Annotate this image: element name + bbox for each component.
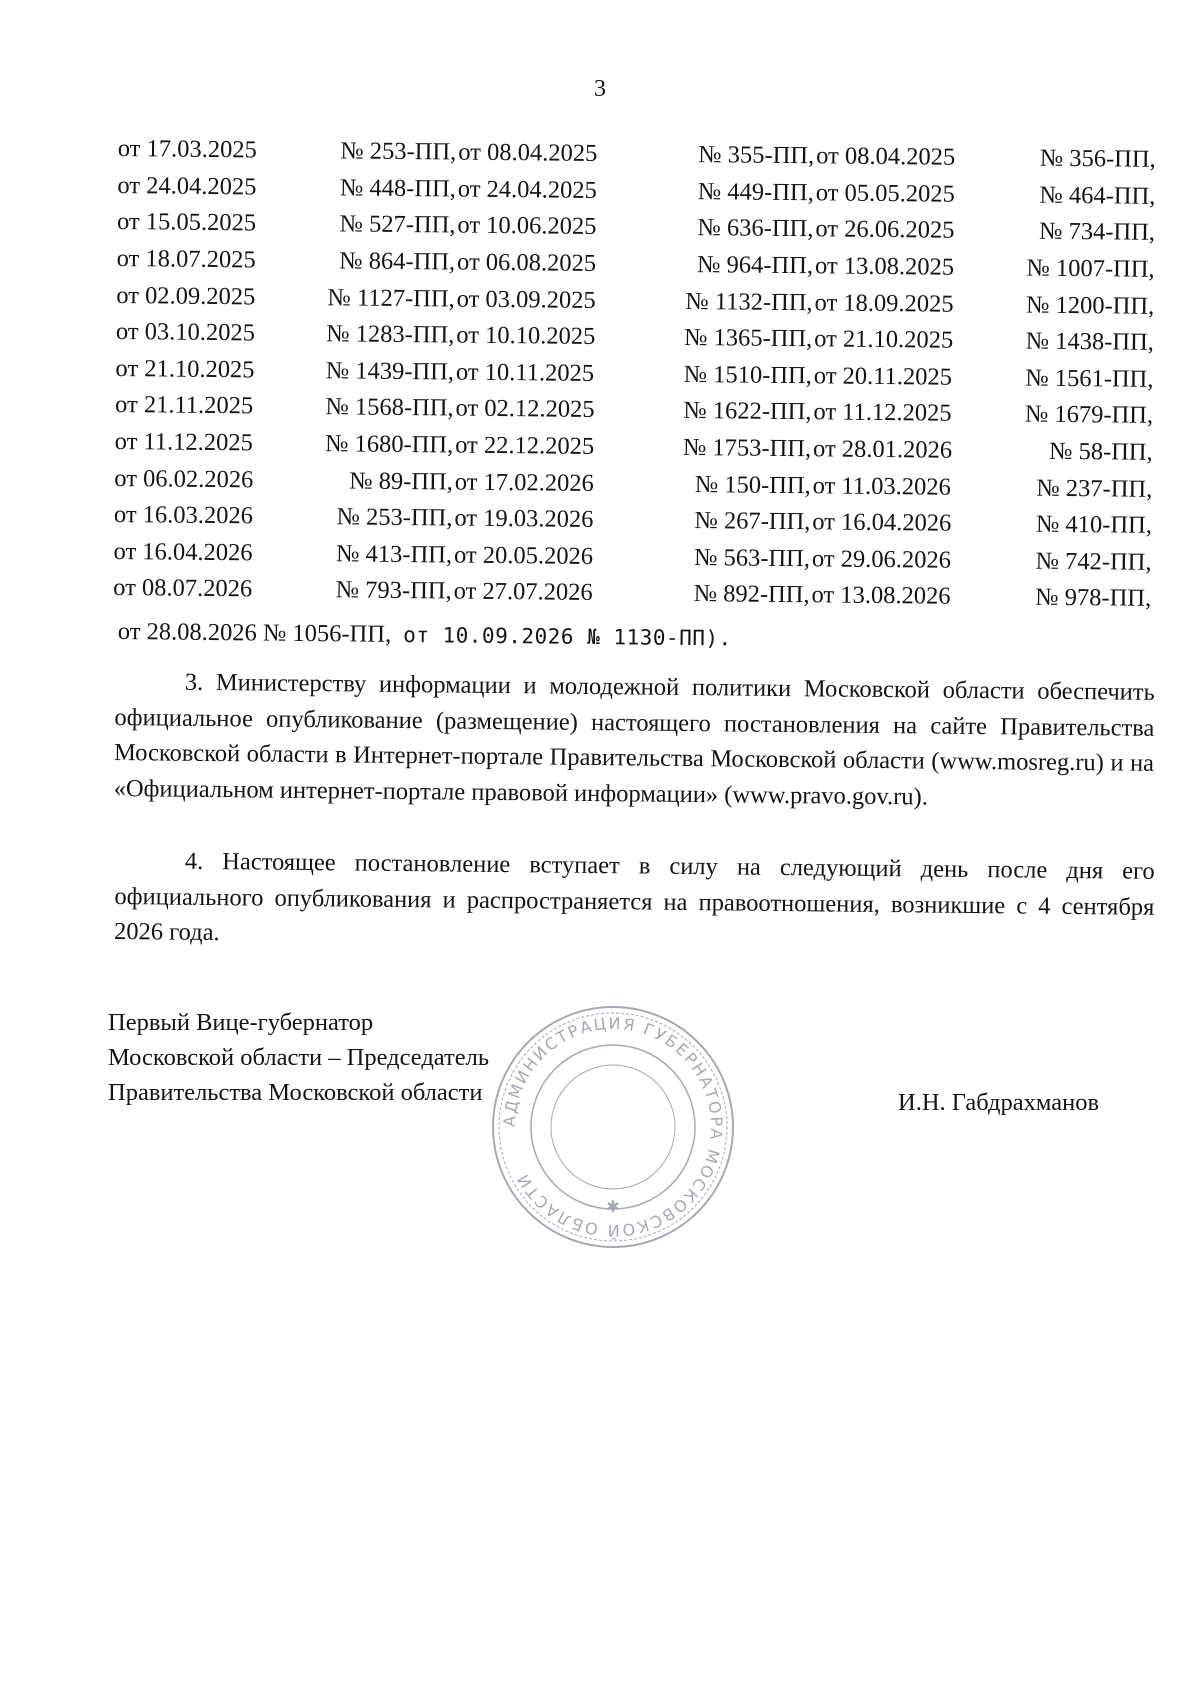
reference-date: от 21.10.2025	[814, 325, 954, 355]
reference-number: № 355-ПП,	[698, 141, 815, 170]
last-line-printed: от 28.08.2026 № 1056-ПП,	[117, 618, 392, 648]
reference-number: № 413-ПП,	[335, 540, 453, 569]
signatory-title-line-3: Правительства Московской области	[108, 1079, 483, 1106]
reference-number: № 636-ПП,	[697, 214, 814, 243]
reference-number: № 892-ПП,	[693, 580, 810, 609]
paragraph-4: 4. Настоящее постановление вступает в силу на следующий день после дня его официального опубликования и распространяется на правоотношения, возникшие с 4 сентября 2026 года.	[113, 847, 1155, 947]
reference-date: от 15.05.2025	[116, 208, 257, 237]
reference-number: № 563-ПП,	[693, 543, 811, 573]
reference-number: № 89-ПП,	[349, 467, 453, 496]
reference-date: от 13.08.2025	[814, 252, 955, 281]
reference-date: от 02.12.2025	[455, 395, 595, 424]
reference-date: от 08.04.2025	[458, 138, 598, 168]
reference-number: № 1439-ПП,	[325, 357, 455, 386]
reference-number: № 58-ПП,	[1048, 437, 1153, 466]
reference-date: от 10.11.2025	[455, 358, 595, 387]
reference-date: от 24.04.2025	[117, 171, 257, 201]
reference-number: № 1680-ПП,	[324, 430, 454, 459]
reference-number: № 1200-ПП,	[1025, 291, 1155, 320]
reference-number: № 1568-ПП,	[325, 393, 454, 422]
reference-date: от 06.02.2026	[114, 464, 254, 494]
reference-date: от 20.05.2026	[453, 541, 594, 570]
reference-date: от 22.12.2025	[455, 431, 595, 461]
signatory-title	[108, 1005, 489, 1110]
reference-date: от 10.10.2025	[456, 321, 596, 351]
reference-number: № 464-ПП,	[1039, 181, 1156, 210]
reference-date: от 19.03.2026	[454, 504, 594, 534]
reference-date: от 05.05.2025	[815, 179, 955, 208]
reference-number: № 742-ПП,	[1035, 547, 1152, 576]
last-line-typed: от 10.09.2026 № 1130-ПП).	[403, 622, 732, 651]
page-number: 3	[594, 76, 606, 102]
reference-date: от 11.12.2025	[114, 428, 253, 457]
reference-date: от 13.08.2026	[811, 581, 951, 611]
reference-date: от 21.10.2025	[115, 354, 255, 384]
reference-number: № 1510-ПП,	[683, 360, 813, 390]
reference-number: № 267-ПП,	[694, 507, 811, 536]
reference-date: от 11.12.2025	[813, 398, 952, 428]
reference-number: № 1132-ПП,	[685, 287, 813, 316]
reference-date: от 03.09.2025	[456, 285, 596, 314]
reference-number: № 1365-ПП,	[683, 324, 813, 353]
reference-number: № 1127-ПП,	[327, 283, 455, 313]
reference-number: № 448-ПП,	[339, 174, 457, 203]
reference-number: № 253-ПП,	[340, 137, 457, 166]
reference-number: № 1753-ПП,	[682, 433, 812, 463]
reference-date: от 18.09.2025	[814, 288, 954, 318]
reference-number: № 978-ПП,	[1035, 584, 1152, 613]
seal-star-icon: ✱	[606, 1197, 620, 1216]
paragraph-3: 3. Министерству информации и молодежной политики Московской области обеспечить официальное опубликование (размещение) настоящего постановления на сайте Правительства Московской области в Интернет-портале Правительства Московской области (www.mosreg.ru) и на «Официальном интернет-портале правовой информации» (www.pravo.gov.ru).	[113, 668, 1155, 811]
reference-number: № 1438-ПП,	[1025, 327, 1154, 357]
reference-number: № 527-ПП,	[339, 210, 456, 240]
reference-number: № 253-ПП,	[336, 503, 453, 532]
references-table	[113, 131, 1158, 618]
reference-number: № 449-ПП,	[697, 177, 814, 207]
reference-number: № 1622-ПП,	[683, 397, 812, 426]
reference-date: от 21.11.2025	[114, 391, 254, 420]
reference-number: № 864-ПП,	[339, 247, 456, 276]
signatory-title-line-1: Первый Вице-губернатор	[108, 1009, 374, 1036]
reference-number: № 1007-ПП,	[1026, 254, 1155, 283]
reference-date: от 08.07.2026	[113, 574, 253, 603]
reference-number: № 734-ПП,	[1038, 218, 1156, 247]
reference-date: от 02.09.2025	[116, 281, 256, 311]
reference-number: № 237-ПП,	[1036, 474, 1153, 503]
reference-date: от 26.06.2025	[815, 215, 955, 245]
reference-date: от 20.11.2025	[813, 362, 953, 391]
signatory-name: И.Н. Габдрахманов	[898, 1089, 1100, 1116]
references-last-line	[118, 618, 1158, 657]
reference-date: от 08.04.2025	[816, 142, 956, 172]
official-seal-stamp	[488, 1002, 738, 1252]
reference-date: от 03.10.2025	[115, 318, 256, 347]
reference-number: № 356-ПП,	[1039, 144, 1156, 174]
reference-number: № 1561-ПП,	[1025, 364, 1154, 393]
reference-date: от 18.07.2025	[116, 245, 256, 274]
reference-date: от 11.03.2026	[812, 471, 951, 501]
reference-date: от 17.03.2025	[117, 135, 257, 164]
signatory-title-line-2: Московской области – Председатель	[108, 1044, 490, 1071]
reference-date: от 06.08.2025	[456, 248, 597, 278]
reference-date: от 24.04.2025	[457, 175, 598, 204]
reference-number: № 1679-ПП,	[1024, 400, 1154, 430]
reference-date: от 16.04.2026	[113, 537, 253, 567]
reference-date: от 17.02.2026	[454, 468, 594, 497]
reference-date: от 10.06.2025	[457, 212, 597, 241]
reference-number: № 410-ПП,	[1035, 510, 1153, 540]
reference-number: № 150-ПП,	[694, 470, 811, 499]
reference-number: № 1283-ПП,	[326, 320, 455, 349]
reference-date: от 16.03.2026	[113, 501, 254, 530]
reference-number: № 793-ПП,	[335, 576, 452, 605]
reference-number: № 964-ПП,	[696, 251, 814, 280]
reference-date: от 27.07.2026	[453, 577, 593, 607]
reference-date: от 16.04.2026	[812, 508, 952, 537]
reference-date: от 29.06.2026	[811, 545, 952, 574]
reference-date: от 28.01.2026	[812, 435, 953, 464]
seal-ring-text: АДМИНИСТРАЦИЯ ГУБЕРНАТОРА МОСКОВСКОЙ ОБЛАСТИ	[499, 1013, 727, 1241]
